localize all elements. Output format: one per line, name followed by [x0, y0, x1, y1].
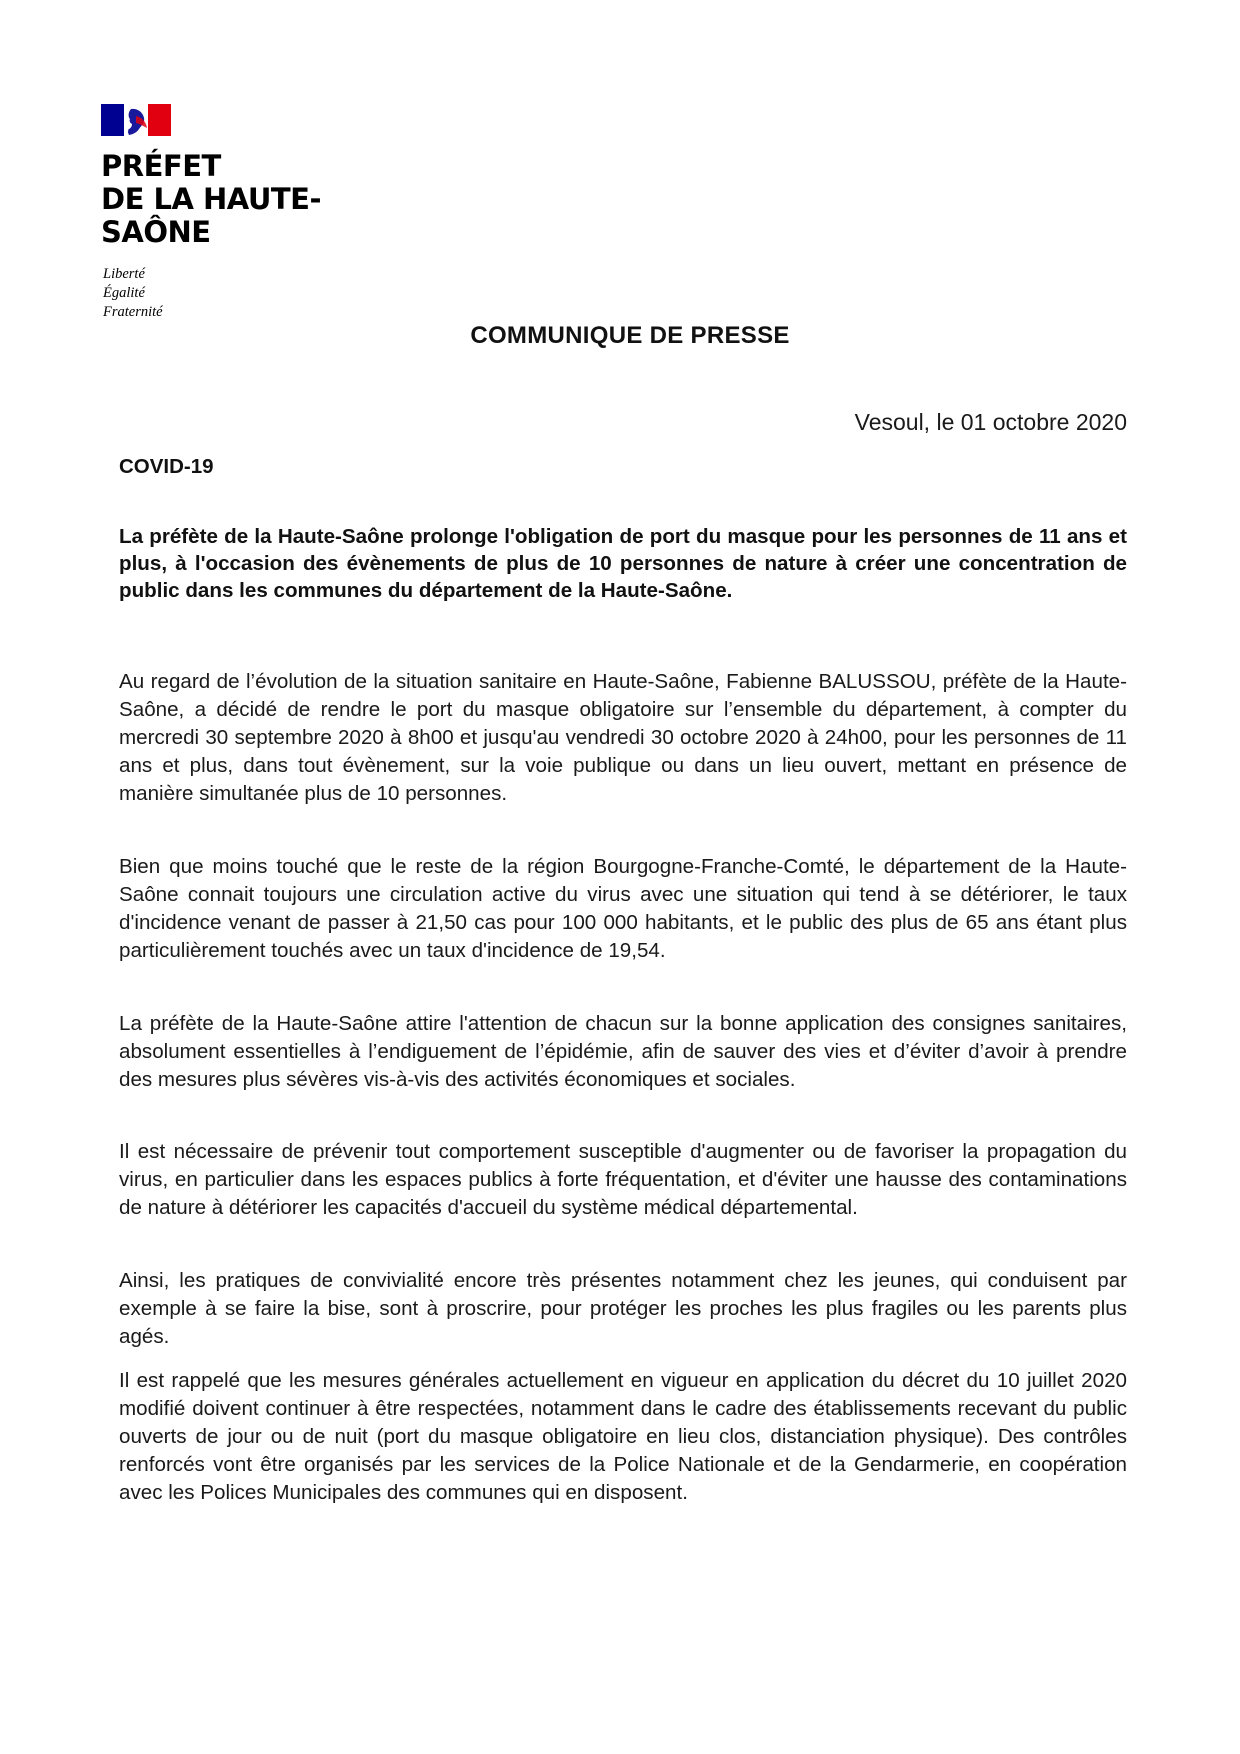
lead-paragraph: La préfète de la Haute-Saône prolonge l'obligation de port du masque pour les personnes de 11 ans et plus, à l'occasion des évènements de plus de 10 personnes de nature à créer une concentration de public dans les communes du département de la Haute-Saône. [119, 525, 1127, 602]
motto-line: Fraternité [103, 304, 163, 320]
body-paragraph: La préfète de la Haute-Saône attire l'attention de chacun sur la bonne application des consignes sanitaires, absolument essentielles à l’endiguement de l’épidémie, afin de sauver des vies et d’éviter d’avoir à prendre des mesures plus sévères vis-à-vis des activités économiques et sociales. [119, 1012, 1127, 1091]
motto-line: Égalité [103, 285, 145, 301]
prefect-name [101, 150, 361, 249]
marianne-flag-icon [101, 104, 171, 136]
prefect-name-line: PRÉFET [101, 149, 221, 183]
topic-heading: COVID-19 [119, 455, 214, 478]
body-paragraph: Ainsi, les pratiques de convivialité encore très présentes notamment chez les jeunes, qui conduisent par exemple à se faire la bise, sont à proscrire, pour protéger les proches les plus fragiles ou les parents plus agés. [119, 1269, 1127, 1348]
prefect-name-line: SAÔNE [101, 215, 211, 249]
date-line: Vesoul, le 01 octobre 2020 [854, 409, 1127, 435]
body-paragraph: Il est rappelé que les mesures générales actuellement en vigueur en application du décret du 10 juillet 2020 modifié doivent continuer à être respectées, notamment dans le cadre des établissements recevant du public ouverts de jour ou de nuit (port du masque obligatoire en lieu clos, distanciation physique). Des contrôles renforcés vont être organisés par les services de la Police Nationale et de la Gendarmerie, en coopération avec les Polices Municipales des communes qui en disposent. [119, 1369, 1127, 1504]
republic-motto [101, 265, 361, 322]
motto-line: Liberté [103, 266, 145, 282]
prefecture-logo [101, 104, 361, 322]
body-paragraph: Il est nécessaire de prévenir tout comportement susceptible d'augmenter ou de favoriser la propagation du virus, en particulier dans les espaces publics à forte fréquentation, et d'éviter une hausse des contaminations de nature à détériorer les capacités d'accueil du système médical départemental. [119, 1140, 1127, 1219]
body-paragraph: Bien que moins touché que le reste de la région Bourgogne-Franche-Comté, le département de la Haute-Saône connait toujours une circulation active du virus avec une situation qui tend à se détériorer, le taux d'incidence venant de passer à 21,50 cas pour 100 000 habitants, et le public des plus de 65 ans étant plus particulièrement touchés avec un taux d'incidence de 19,54. [119, 855, 1127, 962]
prefect-name-line: DE LA HAUTE- [101, 182, 321, 216]
document-title: COMMUNIQUE DE PRESSE [470, 322, 790, 349]
body-paragraph: Au regard de l’évolution de la situation sanitaire en Haute-Saône, Fabienne BALUSSOU, préfète de la Haute-Saône, a décidé de rendre le port du masque obligatoire sur l’ensemble du département, à compter du mercredi 30 septembre 2020 à 8h00 et jusqu'au vendredi 30 octobre 2020 à 24h00, pour les personnes de 11 ans et plus, dans tout évènement, sur la voie publique ou dans un lieu ouvert, mettant en présence de manière simultanée plus de 10 personnes. [119, 670, 1127, 805]
